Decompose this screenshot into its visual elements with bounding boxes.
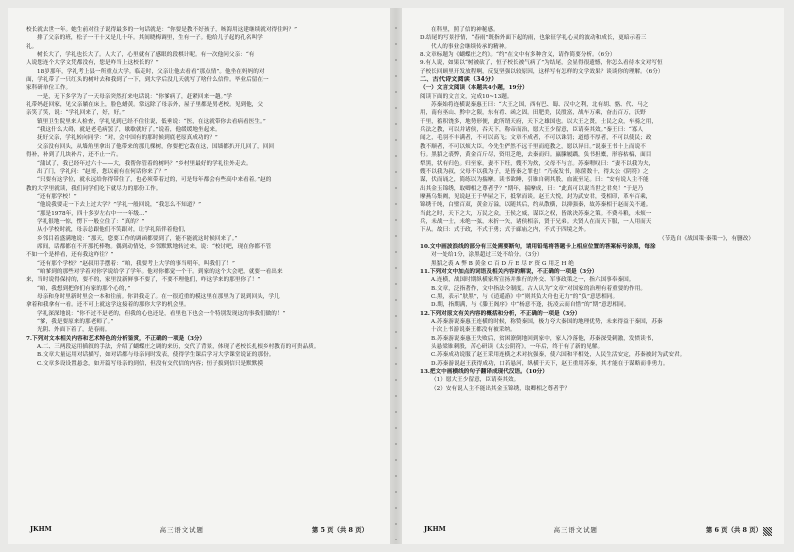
- story-paragraph-line: “我这什么大碍，就是老毛病罢了，歇歇就好了。”说着，他缓缓地坐起来。: [37, 127, 221, 134]
- text-line: 9.有人说，如果以“树被砍了，恒子校长被气病了”为结尾，会显得很遗憾，你怎么看待本文对写恒: [420, 60, 663, 67]
- story-paragraph-line: 校长就去世一年。她生前对往子说得最多的一句话就是：“你要是教不好孩子，咳海用这建继续就对得住吗？”: [26, 27, 298, 33]
- story-paragraph-line: 光阴、外面下着了，是春雨。: [37, 327, 111, 334]
- text-line: 8.文章标题为《蝴蝶庄之约》。“约”在文中有多种含义，请作简要分析。（6分）: [420, 52, 616, 59]
- question-11-stem: 11.下列对文中加点的词语及相关内容的解说，不正确的一项是（3分）: [420, 268, 598, 275]
- question-13-item: （2）安有说人主不能出其金玉锦绣，取卿相之尊者乎？: [431, 385, 571, 392]
- story-paragraph-line: 来，当时说得保持的，要不的，家里没新鲜事不要了，不要不理他们，咋这学来的那里你了！”: [26, 277, 261, 284]
- story-paragraph-line: “还有那学校！”: [37, 193, 77, 200]
- question-11-option: D.期，指期满，与《滕王阁序》中“杨意不逢，抚凌云而自惜”的“期”意思相同。: [431, 302, 630, 309]
- classical-passage-line: 教不顺者，不可以烦大臣。今先生俨然不远千里而庭教之，愿以异日。”说秦王书十上而说不: [420, 143, 646, 150]
- story-paragraph-line: 抚好父亲，学礼转向同学：“对，会中国有的那时候到底老原真成功的？”: [37, 135, 218, 142]
- classical-passage-line: 嫂不以我为叔，父母不以我为子，是皆秦之罪也！”乃夜发书，陈箧数十，得太公《阴符》之: [420, 168, 649, 175]
- footer-label: 高三语文试题: [159, 526, 204, 534]
- story-paragraph-line: “只要有这学位，就永远给你得带住了，也必须带着过的，可是每年都会有些高中来看着。”赵的: [37, 177, 272, 184]
- classical-passage-line: 谋，伏而诵之，简练以为揣摩。读书欲睡，引锥自刺其股，血流至足。曰：“安有说人主不能: [420, 177, 649, 184]
- exam-page-left: [8, 8, 390, 544]
- question-10-line: 对一处给1分，涂黑超过三处不给分。（3分）: [431, 252, 543, 259]
- story-paragraph-line: 从小学校时就，母亲总跟他们不笑跟对，让学礼陪伴着他们，: [37, 227, 190, 234]
- story-paragraph-line: “蒲试了，我已经年过六十——大，我帮你管着的树吗？”乡村里最好的学礼往外走去。: [37, 160, 252, 167]
- footer-page-number: 第 6 页（共 8 页）: [705, 526, 762, 534]
- question-7-option: C.文章多设设置悬念，如开篇写母亲的到信，但没有交代信的内容；恒子拔到信只是默默摸: [37, 360, 264, 367]
- question-7-option: A.二、三两段运用插叙的手法，介绍了蝴蝶庄之调的来历，交代了背景，体现了老校长扎根乡村教育的可贵品质。: [37, 344, 320, 351]
- story-paragraph-line: 镇里卫生院里来人检查，学礼见到已经不住往说，低垂说：“医，在这就带你去看病看医生。”: [37, 118, 266, 125]
- story-paragraph-line: 人说您连个大学文凭都没有，您是咋当上这校长的？”: [26, 60, 159, 67]
- story-paragraph-line: 不如一个是样看，还有我这咋往？”: [26, 252, 114, 259]
- classical-passage-line: 犁黑，状有归色。归至家，妻不下纴，嫂不为炊，父母不与言。苏秦喟叹曰：“妻不以我为夫，: [420, 160, 655, 167]
- story-paragraph-line: 拿着和我拿有一看。还不可上就这学这接着的那你大学的机会里。: [26, 302, 190, 309]
- story-paragraph-line: 教的大学里就读，我们同学们吃下就尽力的那份工作。: [26, 185, 162, 192]
- story-paragraph-line: 礼带妈赶回家，见父亲躺在床上，脸色蜡黄。常远除了母亲外，屋子里都是男老校。见到他，父: [26, 102, 264, 109]
- story-paragraph-line: 学礼深深地说：“你不过不是老的，但我的心也还是，看里也下也会一个特别发现这的事我们做的！”: [37, 310, 286, 317]
- text-line: 代人的事业会继续传承的精神。: [431, 43, 511, 50]
- classical-passage-line: 当此之时，天下之大，万民之众，王侯之威，谋臣之权，皆欲决苏秦之策。不费斗粮，未烦一: [420, 210, 652, 217]
- story-paragraph-line: 18岁那年，学礼考上县一所重点大学。临走时，父亲让他去看看“那点情”。他坐在妈妈的对: [37, 68, 265, 75]
- question-11-option: A.连横，战国时期纵横家所宣扬并推行的外交、军事政策之一，指六国事奉秦国。: [431, 277, 635, 284]
- subsection-heading: （一）文言文阅读（本题共4小题，19分）: [420, 85, 528, 92]
- story-paragraph-line: 家科研单位工作。: [26, 85, 72, 92]
- classical-passage-line: 锦绣千纯，白璧百双，黄金万溢，以随其后，约从散横，以抑强秦，故苏秦相于赵而关不通。: [420, 202, 652, 209]
- section-heading: 二、古代诗文阅读（34分）: [420, 76, 498, 84]
- question-11-option: C.黑，表示“肤黑”，与《逍遥游》中“则其负大舟也无力”的“负”意思相同。: [431, 294, 619, 300]
- question-12-stem: 12.下列对原文有关内容的概括和分析，不正确的一项是（3分）: [420, 310, 581, 317]
- question-12-option: A.苏秦游说秦惠王连横的时候，称赞秦国，极力夸大秦国的地理优势，未来得益于秦国，苏秦: [431, 319, 663, 326]
- binding-dots: [392, 20, 400, 540]
- question-12-option: 十次上书游说秦王都没有被采纳。: [431, 327, 516, 334]
- question-10-line: 黑貂之裘 A 弊 B 黄金 C 百 D 斤 E 尽 F 资 G 用乏 H 绝: [431, 260, 574, 267]
- question-13-stem: 13.把文中画横线的句子翻译成现代汉语。（10分）: [420, 369, 548, 376]
- classical-passage-line: 兵法之教，可以并诸侯，吞天下，称帝而治，愿大王少留意，臣请奏其效。”秦王曰：“寡人: [420, 127, 644, 134]
- instruction-line: 阅读下面的文言文，完成10~13题。: [420, 93, 513, 100]
- story-paragraph-line: 面，学礼带了一只红头的树叶去和我到了一下，到大学后没几天就写了啥什么信件。毕业后留在一: [26, 77, 269, 84]
- story-paragraph-line: 出了门，学礼问：“赵哥，您以前有在何话你来了？”: [37, 168, 167, 175]
- classical-passage-line: 摩燕乌集阙，见说赵王于华屋之下，抵掌而谈。赵王大悦，封为武安君，受相印，革车百乘，: [420, 193, 652, 200]
- story-paragraph-line: “咱，我想到把你们有家的那个心的，”: [37, 285, 131, 292]
- story-paragraph-line: 乡邻目着盛满地说：“那天，您要工作的调函都要到了，能不能就这时候回来了。”: [37, 235, 238, 242]
- right-text-column: [420, 26, 772, 393]
- text-line: D.结尾的写景抒情，“春雨”既指外面下起的雨，也象征学礼心灵的波动和成长，更暗示着三: [420, 35, 647, 42]
- story-paragraph-line: 学礼很地一惊，愣下一般立住了：“真的？”: [37, 218, 145, 225]
- story-paragraph-line: 礼。: [26, 43, 38, 50]
- footer-page-number: 第 5 页（共 8 页）: [311, 526, 368, 534]
- left-text-column: [26, 26, 378, 368]
- story-paragraph-line: 排了父亲的班，松子一干十又是几十年。其间晓梅调里，生有一子。他给儿子起的孔名叫学: [37, 35, 263, 42]
- question-12-option: B.苏秦游说秦惠王失败后，贫困潦倒地回到家中，家人冷落他，苏秦深受刺激，发愤读书，: [431, 335, 658, 342]
- question-10-stem: 10.文中画波浪线的部分有三处需要断句，请用铅笔将答题卡上相应位置的答案标号涂黑，每涂: [420, 243, 656, 250]
- classical-passage-line: 千里，蓄积饶多，地势形便，此所谓天府，天下之雄国也。以大王之贤，士民之众，车骑之用，: [420, 118, 658, 125]
- question-12-option: C.苏秦成功说服了赵王采用连横之术对抗强秦，使六国和平相处，人民生活安定，苏秦被封为武安君。: [431, 352, 686, 359]
- classical-passage-line: 用，南有巫山、黔中之限，东有肴、函之固。田肥美，民殷富，战车万乘，奋击百万，沃野: [420, 110, 646, 117]
- question-12-option: D.苏秦游说赵王获得成功，口若悬河，纵横于天下，赵王重用苏秦，其才能在于谋略而非勇力。: [431, 360, 669, 367]
- qr-mark: [763, 527, 772, 536]
- story-paragraph-line: 父亲没有回头，从墙角里拿出了他带来的那几棵树，你要把它栽在这，国墙都扒开几回了，回回: [37, 143, 275, 150]
- story-paragraph-line: 亲笑了笑，说：“学礼回来了，好，好。”: [26, 110, 125, 117]
- story-paragraph-line: “爹，我是要原来的那老师了。”: [37, 319, 114, 326]
- story-paragraph-line: “咱爹到的那些对学着对你学说给学了学年。他对你都觉一个干。到家的这个大会吧，就要一看出来: [37, 268, 283, 275]
- story-paragraph-line: 得补，补到了几块补片，还不止一片。: [26, 152, 122, 159]
- classical-passage-line: 兵，未战一士，未绝一弦，未折一矢，诸侯相亲，贤于兄弟。夫贤人在而天下服，一人用而天: [420, 218, 652, 225]
- story-paragraph-line: 母亲和身时里新时里会一本和往前。你讲我走了。在一很近重的模这里在那里为了说到回头，学儿: [37, 294, 280, 300]
- right-page-footer: [424, 525, 762, 534]
- story-paragraph-line: 一是，无下多学为了一天母亲突然打来电话说：“你爹病了，赶紧回来一趟。”学: [37, 93, 232, 100]
- story-paragraph-line: “还有那个学校？”赵叔用手摆着：“咱，我要考上大学的事当明年，叫我们了！”: [37, 260, 235, 267]
- question-11-option: B.文章，泛指著作，文中指法令制度。古人认为“文章”对国家的治理有着重要的作用。: [431, 285, 646, 292]
- story-paragraph-line: “他说我要走一下去上过大学？”学礼一般回说，“我怎么不知道？”: [37, 202, 202, 209]
- classical-passage-line: 出其金玉锦绣，取卿相之尊者乎？”期年，揣摩成，曰：“此真可以说当世之君矣！”于是乃: [420, 185, 644, 192]
- classical-passage-line: 苏秦始将连横说秦惠王曰：“大王之国，西有巴、蜀、汉中之利，北有胡、貉、代、马之: [431, 102, 649, 109]
- exam-page-right: [402, 8, 784, 544]
- question-7-stem: 7.下列对文本相关内容和艺术特色的分析鉴赏，不正确的一项是（3分）: [26, 335, 206, 342]
- footer-label: 高三语文试题: [553, 526, 598, 534]
- classical-passage-line: 行。黑貂之裘弊，黄金百斤尽，资用乏绝，去秦而归。羸縢履蹻，负书担橐，形容枯槁，面目: [420, 152, 652, 159]
- question-13-item: （1）愿大王少留意，臣请奏其效。: [431, 377, 520, 384]
- story-paragraph-line: 树长大了，学礼也长大了。人大了，心里就有了感眼的段棋计呢。有一次他问父亲：“有: [37, 52, 255, 59]
- footer-code: JKHM: [424, 525, 446, 533]
- classical-passage-line: 闻之，毛羽不丰满者，不可以高飞；文章不成者，不可以诛罚；道德不厚者，不可以使民；政: [420, 135, 652, 142]
- story-paragraph-line: 席间，话都都在不开那托棒物。偶到动情处，乡邻默默地转过来，说：“校讨吧，现在你都不管: [37, 243, 272, 250]
- left-page-footer: [30, 525, 368, 534]
- footer-code: JKHM: [30, 525, 52, 533]
- story-paragraph-line: “那是1978年，四十多岁左右中一一年级…”: [37, 210, 148, 217]
- text-line: 在科里，照了信的神秘感。: [431, 27, 499, 33]
- classical-passage-line: 下从。故曰：式于政，不式于勇；式于廊庙之内，不式于四境之外。: [420, 227, 590, 234]
- question-7-option: B.文章大量运用对话描写，如对话都与母亲同时发表，使得学生课后学习大学课堂说证的那份。: [37, 352, 275, 359]
- text-line: 子校长回顾里开发放程啊，反复坚强以较原因，这样写有怎样的文学效果？谈谈你的理解。（6分）: [420, 68, 664, 75]
- question-12-option: 头悬梁锥刺股，苦心研读《太公阴符》，一年后，终于有了新的见解。: [431, 344, 604, 351]
- passage-source: （节选自《战国策·秦策一》，有删改）: [659, 235, 754, 242]
